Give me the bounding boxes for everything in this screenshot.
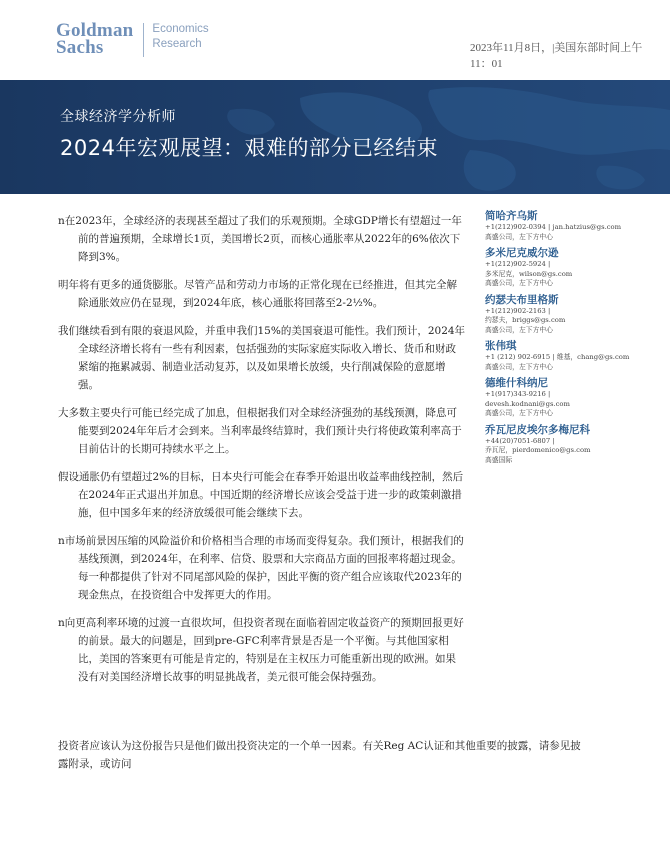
contact-detail: 高盛公司，左下方中心 — [485, 325, 553, 334]
contact-detail: +1(212)902-0394 | jan.hatzius@gs.com — [485, 223, 622, 231]
report-title: 2024年宏观展望：艰难的部分已经结束 — [60, 136, 438, 160]
contact-card — [485, 424, 665, 466]
logo-line-1: Goldman — [56, 20, 134, 41]
contact-name: 张伟琪 — [485, 340, 517, 352]
contact-detail: 高盛公司，左下方中心 — [485, 232, 553, 241]
contact-card — [485, 377, 665, 419]
contact-detail: devesh.kodnani@gs.com — [485, 399, 570, 408]
department-label — [152, 22, 208, 52]
contact-detail: +1 (212) 902-6915 | 维基，chang@gs.com — [485, 353, 630, 361]
contact-card — [485, 210, 665, 242]
logo-divider — [143, 23, 144, 57]
department-line-2: Research — [152, 38, 202, 50]
logo-wordmark — [56, 22, 133, 56]
body-paragraph: n向更高利率环境的过渡一直很坎坷，但投资者现在面临着固定收益资产的预期回报更好的前景。最大的问题是，回到pre-GFC利率背景是否是一个平衡。与其他国家相比，美国的答案更有可能是肯定的，特别是在主权压力可能重新出现的欧洲。如果没有对美国经济增长故事的明显挑战者，美元很可能会保持强劲。 — [58, 617, 464, 683]
report-header — [0, 0, 670, 80]
body-paragraph: n在2023年，全球经济的表现甚至超过了我们的乐观预期。全球GDP增长有望超过一年前的普遍预期，全球增长1页，美国增长2页，而核心通胀率从2022年的6%依次下降到3%。 — [58, 215, 462, 263]
body-paragraph: 大多数主要央行可能已经完成了加息，但根据我们对全球经济强劲的基线预测，降息可能要到2024年年后才会到来。当利率最终结算时，我们预计央行将使政策利率高于目前估计的长期可持续水平之上。 — [58, 407, 462, 455]
contact-detail: 高盛公司，左下方中心 — [485, 279, 553, 287]
body-paragraph: 明年将有更多的通货膨胀。尽管产品和劳动力市场的正常化现在已经推进，但其完全解除通胀效应仍在显现，到2024年底，核心通胀将回落至2-2½%。 — [58, 279, 457, 309]
contact-name: 简哈齐乌斯 — [485, 210, 538, 222]
contact-name: 乔瓦尼皮埃尔多梅尼科 — [485, 423, 590, 436]
report-series-label: 全球经济学分析师 — [60, 109, 176, 125]
report-body — [58, 212, 466, 696]
body-paragraph: n市场前景因压缩的风险溢价和价格相当合理的市场而变得复杂。我们预计，根据我们的基线预测，到2024年，在利率、信贷、股票和大宗商品方面的回报率将超过现金。每一种都提供了针对不同尾部风险的保护，因此平衡的资产组合应该取代2023年的现金焦点，在投资组合中发挥更大的作用。 — [58, 535, 464, 601]
publish-dateline: 2023年11月8日，|美国东部时间上午11：01 — [470, 42, 643, 70]
analyst-contacts — [485, 210, 665, 470]
body-paragraph: 我们继续看到有限的衰退风险，并重申我们15%的美国衰退可能性。我们预计，2024年全球经济增长将有一些有利因素，包括强劲的实际家庭实际收入增长、货币和财政紧缩的拖累减弱、制造业活动复苏，以及如果增长放缓，央行削减保险的意愿增强。 — [58, 325, 466, 391]
contact-detail: 多米尼克，wilson@gs.com — [485, 269, 573, 278]
contact-name: 约瑟夫布里格斯 — [485, 293, 559, 306]
disclosure-note: 投资者应该认为这份报告只是他们做出投资决定的一个单一因素。有关Reg AC认证和其他重要的披露，请参见披露附录，或访问 — [58, 740, 581, 770]
logo-line-2: Sachs — [56, 37, 104, 58]
contact-detail: 约瑟夫，briggs@gs.com — [485, 316, 566, 324]
contact-detail: 乔瓦尼，pierdomenico@gs.com — [485, 446, 591, 454]
department-line-1: Economics — [152, 23, 209, 35]
contact-name: 德维什科纳尼 — [485, 377, 548, 389]
goldman-sachs-logo — [56, 22, 209, 57]
contact-detail: 高盛公司，左下方中心 — [485, 409, 553, 417]
contact-detail: +44(20)7051-6807 | — [485, 436, 555, 445]
contact-detail: +1(212)902-5924 | — [485, 260, 551, 268]
contact-name: 多米尼克威尔逊 — [485, 247, 559, 259]
contact-card — [485, 247, 665, 289]
contact-detail: 高盛公司，左下方中心 — [485, 362, 553, 371]
contact-card — [485, 340, 665, 372]
contact-detail: 高盛国际 — [485, 455, 513, 464]
contact-detail: +1(212)902-2163 | — [485, 306, 551, 315]
contact-card — [485, 294, 665, 336]
contact-detail: +1(917)343-9216 | — [485, 390, 551, 398]
body-paragraph: 假设通胀仍有望超过2%的目标，日本央行可能会在春季开始退出收益率曲线控制，然后在2024年正式退出并加息。中国近期的经济增长应该会受益于进一步的政策刺激措施，但中国多年来的经济放缓很可能会继续下去。 — [58, 471, 464, 519]
